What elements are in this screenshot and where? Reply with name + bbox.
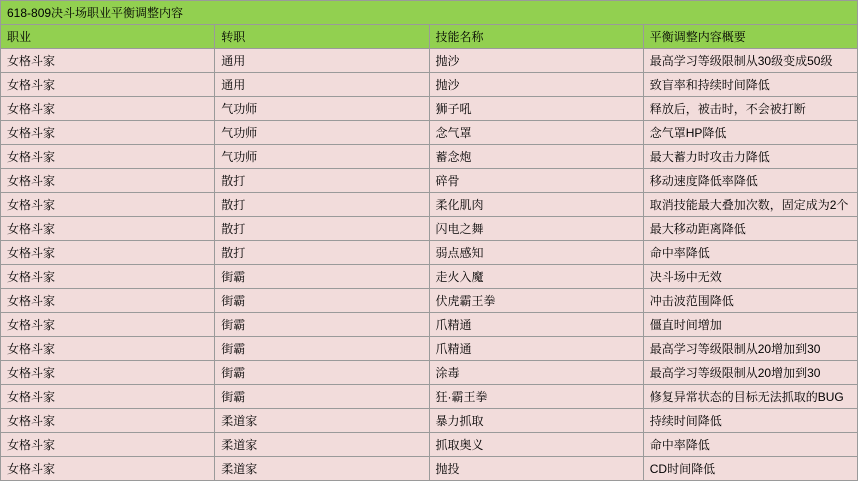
cell-skill: 狮子吼 bbox=[429, 97, 643, 121]
column-header-description: 平衡调整内容概要 bbox=[643, 25, 857, 49]
cell-skill: 暴力抓取 bbox=[429, 409, 643, 433]
cell-skill: 涂毒 bbox=[429, 361, 643, 385]
cell-description: 最高学习等级限制从20增加到30 bbox=[643, 361, 857, 385]
cell-class: 街霸 bbox=[215, 265, 429, 289]
cell-skill: 柔化肌肉 bbox=[429, 193, 643, 217]
cell-skill: 念气罩 bbox=[429, 121, 643, 145]
cell-job: 女格斗家 bbox=[1, 385, 215, 409]
cell-class: 气功师 bbox=[215, 97, 429, 121]
cell-job: 女格斗家 bbox=[1, 409, 215, 433]
cell-job: 女格斗家 bbox=[1, 313, 215, 337]
cell-description: 移动速度降低率降低 bbox=[643, 169, 857, 193]
cell-class: 通用 bbox=[215, 49, 429, 73]
cell-job: 女格斗家 bbox=[1, 121, 215, 145]
cell-skill: 狂·霸王拳 bbox=[429, 385, 643, 409]
table-row bbox=[1, 49, 858, 73]
table-header-row bbox=[1, 25, 858, 49]
table-row bbox=[1, 217, 858, 241]
cell-class: 散打 bbox=[215, 217, 429, 241]
cell-class: 通用 bbox=[215, 73, 429, 97]
column-header-job: 职业 bbox=[1, 25, 215, 49]
table-body bbox=[1, 1, 858, 481]
table-title-row bbox=[1, 1, 858, 25]
cell-description: 最大移动距离降低 bbox=[643, 217, 857, 241]
cell-class: 街霸 bbox=[215, 361, 429, 385]
cell-skill: 伏虎霸王拳 bbox=[429, 289, 643, 313]
cell-description: 致盲率和持续时间降低 bbox=[643, 73, 857, 97]
cell-job: 女格斗家 bbox=[1, 337, 215, 361]
table-row bbox=[1, 193, 858, 217]
cell-job: 女格斗家 bbox=[1, 265, 215, 289]
cell-description: 命中率降低 bbox=[643, 241, 857, 265]
table-row bbox=[1, 433, 858, 457]
table-row bbox=[1, 385, 858, 409]
cell-job: 女格斗家 bbox=[1, 241, 215, 265]
column-header-class: 转职 bbox=[215, 25, 429, 49]
cell-description: 最大蓄力时攻击力降低 bbox=[643, 145, 857, 169]
table-row bbox=[1, 409, 858, 433]
cell-job: 女格斗家 bbox=[1, 457, 215, 481]
cell-class: 气功师 bbox=[215, 121, 429, 145]
cell-description: 决斗场中无效 bbox=[643, 265, 857, 289]
table-row bbox=[1, 97, 858, 121]
cell-skill: 弱点感知 bbox=[429, 241, 643, 265]
cell-skill: 碎骨 bbox=[429, 169, 643, 193]
cell-job: 女格斗家 bbox=[1, 145, 215, 169]
cell-class: 街霸 bbox=[215, 289, 429, 313]
cell-class: 散打 bbox=[215, 193, 429, 217]
cell-skill: 抓取奥义 bbox=[429, 433, 643, 457]
column-header-skill: 技能名称 bbox=[429, 25, 643, 49]
cell-skill: 走火入魔 bbox=[429, 265, 643, 289]
cell-skill: 蓄念炮 bbox=[429, 145, 643, 169]
cell-job: 女格斗家 bbox=[1, 49, 215, 73]
cell-skill: 抛投 bbox=[429, 457, 643, 481]
cell-description: 冲击波范围降低 bbox=[643, 289, 857, 313]
cell-class: 散打 bbox=[215, 169, 429, 193]
cell-job: 女格斗家 bbox=[1, 361, 215, 385]
table-row bbox=[1, 313, 858, 337]
cell-job: 女格斗家 bbox=[1, 97, 215, 121]
cell-class: 街霸 bbox=[215, 313, 429, 337]
cell-class: 柔道家 bbox=[215, 433, 429, 457]
cell-class: 气功师 bbox=[215, 145, 429, 169]
cell-description: 念气罩HP降低 bbox=[643, 121, 857, 145]
cell-job: 女格斗家 bbox=[1, 217, 215, 241]
table-row bbox=[1, 361, 858, 385]
cell-class: 街霸 bbox=[215, 385, 429, 409]
table-row bbox=[1, 145, 858, 169]
cell-job: 女格斗家 bbox=[1, 73, 215, 97]
cell-job: 女格斗家 bbox=[1, 169, 215, 193]
cell-description: 最高学习等级限制从30级变成50级 bbox=[643, 49, 857, 73]
cell-description: 命中率降低 bbox=[643, 433, 857, 457]
table-row bbox=[1, 169, 858, 193]
table-row bbox=[1, 121, 858, 145]
cell-description: 修复异常状态的目标无法抓取的BUG bbox=[643, 385, 857, 409]
cell-class: 散打 bbox=[215, 241, 429, 265]
cell-skill: 闪电之舞 bbox=[429, 217, 643, 241]
cell-job: 女格斗家 bbox=[1, 289, 215, 313]
cell-description: 僵直时间增加 bbox=[643, 313, 857, 337]
cell-job: 女格斗家 bbox=[1, 193, 215, 217]
table-title: 618-809决斗场职业平衡调整内容 bbox=[1, 1, 858, 25]
table-row bbox=[1, 241, 858, 265]
cell-class: 街霸 bbox=[215, 337, 429, 361]
cell-description: 释放后，被击时，不会被打断 bbox=[643, 97, 857, 121]
cell-description: CD时间降低 bbox=[643, 457, 857, 481]
cell-skill: 爪精通 bbox=[429, 313, 643, 337]
cell-description: 取消技能最大叠加次数，固定成为2个 bbox=[643, 193, 857, 217]
cell-skill: 抛沙 bbox=[429, 73, 643, 97]
cell-description: 最高学习等级限制从20增加到30 bbox=[643, 337, 857, 361]
table-row bbox=[1, 73, 858, 97]
cell-class: 柔道家 bbox=[215, 409, 429, 433]
cell-skill: 爪精通 bbox=[429, 337, 643, 361]
cell-skill: 抛沙 bbox=[429, 49, 643, 73]
cell-job: 女格斗家 bbox=[1, 433, 215, 457]
table-row bbox=[1, 457, 858, 481]
cell-class: 柔道家 bbox=[215, 457, 429, 481]
cell-description: 持续时间降低 bbox=[643, 409, 857, 433]
table-row bbox=[1, 265, 858, 289]
table-row bbox=[1, 337, 858, 361]
table-row bbox=[1, 289, 858, 313]
